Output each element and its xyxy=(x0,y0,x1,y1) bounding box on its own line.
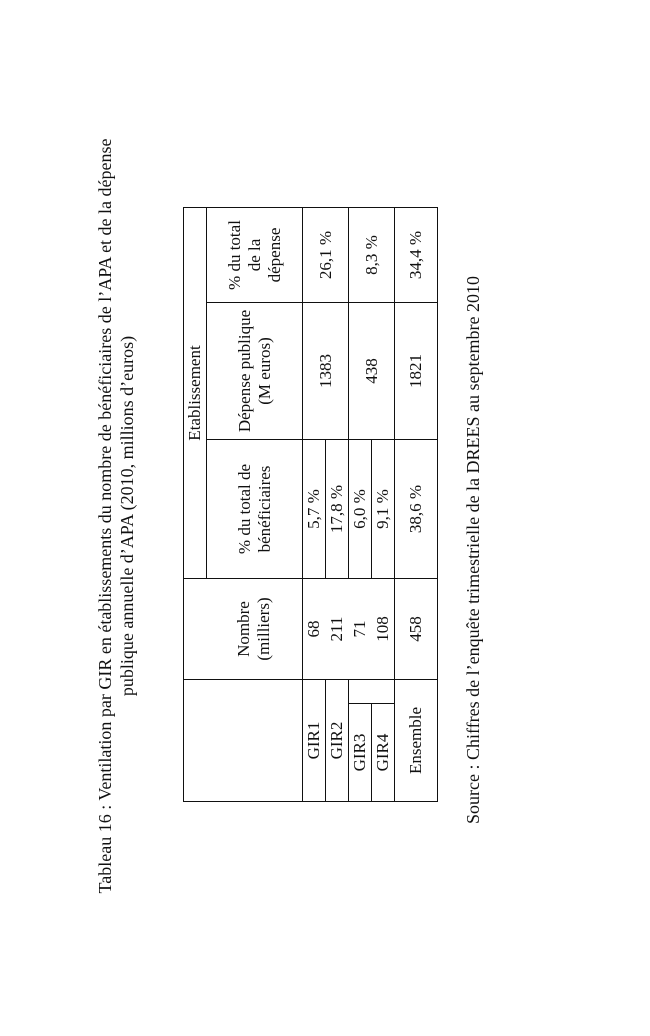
total-label: Ensemble xyxy=(395,680,438,802)
cell-nombre: 108 xyxy=(372,579,395,680)
row-gap-cell xyxy=(349,680,372,704)
cell-pct-benef: 6,0 % xyxy=(349,440,372,579)
cell-pct-benef: 5,7 % xyxy=(303,440,326,579)
cell-pct-depense: 8,3 % xyxy=(349,208,395,303)
corner-cell xyxy=(184,680,207,802)
total-pct-depense: 34,4 % xyxy=(395,208,438,303)
cell-nombre: 68 xyxy=(303,579,326,680)
row-label: GIR2 xyxy=(326,680,349,802)
header-depense: Dépense publique (M euros) xyxy=(207,303,303,440)
cell-pct-benef: 17,8 % xyxy=(326,440,349,579)
data-table xyxy=(183,207,438,802)
header-pct-depense: % du total de la dépense xyxy=(207,208,303,303)
total-nombre: 458 xyxy=(395,579,438,680)
total-depense: 1821 xyxy=(395,303,438,440)
table-caption xyxy=(94,91,138,941)
cell-pct-benef: 9,1 % xyxy=(372,440,395,579)
cell-pct-depense: 26,1 % xyxy=(303,208,349,303)
cell-nombre: 211 xyxy=(326,579,349,680)
header-pct-benef: % du total de bénéficiaires xyxy=(207,440,303,579)
source-note: Source : Chiffres de l’enquête trimestrielle de la DREES au septembre 2010 xyxy=(463,275,483,824)
header-nombre: Nombre (milliers) xyxy=(207,579,303,680)
cell-depense: 438 xyxy=(349,303,395,440)
row-label: GIR3 xyxy=(349,704,372,802)
row-label: GIR4 xyxy=(372,704,395,802)
row-gap-cell xyxy=(372,680,395,704)
corner-cell-lower xyxy=(207,680,303,802)
cell-nombre: 71 xyxy=(349,579,372,680)
total-pct-benef: 38,6 % xyxy=(395,440,438,579)
group-header: Etablissement xyxy=(184,208,207,579)
caption-line-1: Tableau 16 : Ventilation par GIR en établissements du nombre de bénéficiaires de l’APA et de la dépense xyxy=(95,138,115,894)
caption-line-2: publique annuelle d’APA (2010, millions d’euros) xyxy=(117,335,137,697)
header-spacer xyxy=(184,579,207,680)
row-label: GIR1 xyxy=(303,680,326,802)
cell-depense: 1383 xyxy=(303,303,349,440)
